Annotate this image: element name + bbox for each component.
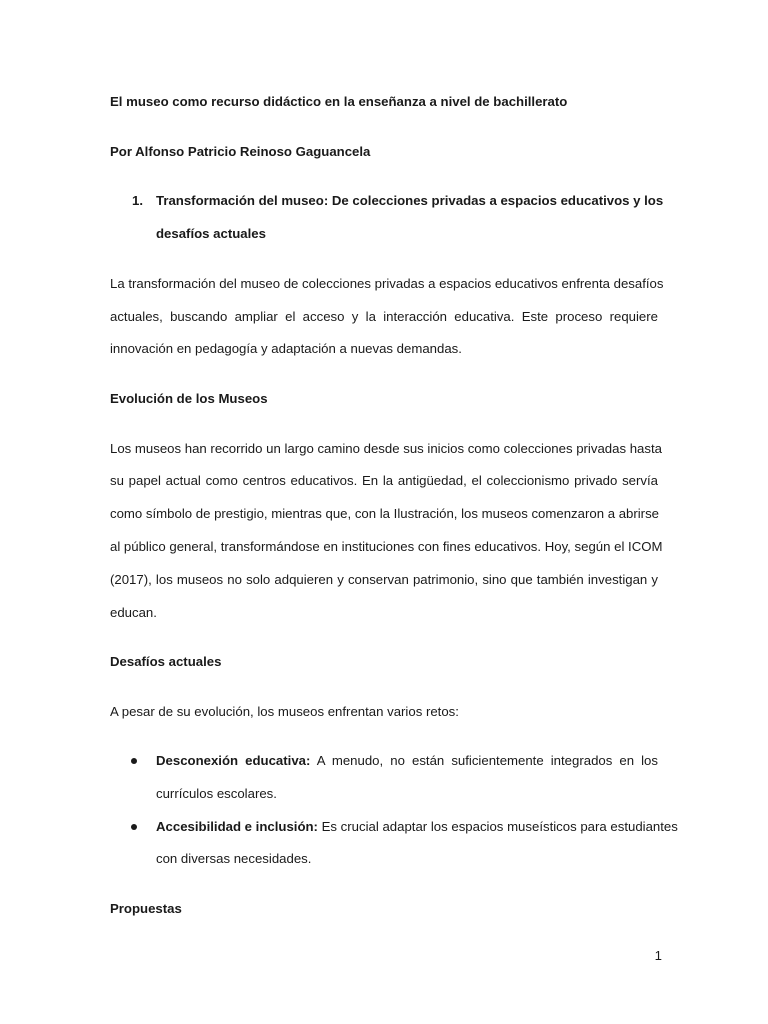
bullet-1-text: A menudo, no están suficientemente integrados en los: [310, 753, 658, 768]
section-heading-line-2: desafíos actuales: [156, 226, 266, 241]
section-number: 1.: [132, 193, 143, 208]
bullet-1-line-2: currículos escolares.: [156, 786, 277, 801]
bullet-2-text: Es crucial adaptar los espacios museísticos para estudiantes: [317, 819, 678, 834]
intro-line-1: La transformación del museo de colecciones privadas a espacios educativos enfrenta desafíos: [110, 276, 664, 291]
desafios-lead: A pesar de su evolución, los museos enfrentan varios retos:: [110, 704, 459, 719]
bullet-2-line-1: [156, 818, 678, 836]
intro-line-2: actuales, buscando ampliar el acceso y la interacción educativa. Este proceso requiere: [110, 309, 658, 324]
evolucion-heading: Evolución de los Museos: [110, 391, 268, 406]
evolucion-line-4: al público general, transformándose en instituciones con fines educativos. Hoy, según el ICOM: [110, 539, 663, 554]
section-heading-line-1: Transformación del museo: De colecciones privadas a espacios educativos y los: [156, 193, 664, 208]
bullet-dot: [131, 824, 137, 830]
bullet-1-line-1: [156, 752, 658, 770]
evolucion-line-2: su papel actual como centros educativos. En la antigüedad, el coleccionismo privado servía: [110, 473, 658, 488]
desafios-heading: Desafíos actuales: [110, 654, 222, 669]
propuestas-heading: Propuestas: [110, 901, 182, 916]
bullet-1-term: Desconexión educativa:: [156, 753, 311, 768]
bullet-dot: [131, 758, 137, 764]
evolucion-line-3: como símbolo de prestigio, mientras que, con la Ilustración, los museos comenzaron a abrirse: [110, 506, 660, 521]
document-title: El museo como recurso didáctico en la enseñanza a nivel de bachillerato: [110, 94, 568, 109]
page-number: 1: [654, 948, 662, 963]
evolucion-line-5: (2017), los museos no solo adquieren y conservan patrimonio, sino que también investigan y: [110, 572, 658, 587]
evolucion-line-6: educan.: [110, 605, 157, 620]
bullet-2-line-2: con diversas necesidades.: [156, 851, 312, 866]
evolucion-line-1: Los museos han recorrido un largo camino desde sus inicios como colecciones privadas hasta: [110, 441, 662, 456]
author-line: Por Alfonso Patricio Reinoso Gaguancela: [110, 144, 371, 159]
intro-line-3: innovación en pedagogía y adaptación a nuevas demandas.: [110, 341, 462, 356]
bullet-2-term: Accesibilidad e inclusión:: [156, 819, 318, 834]
